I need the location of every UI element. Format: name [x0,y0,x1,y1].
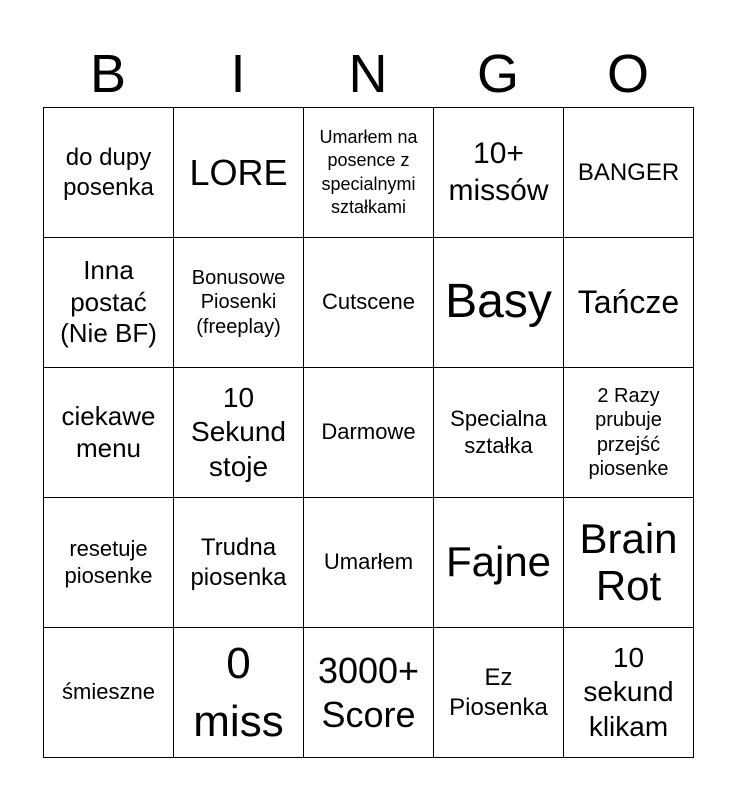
bingo-cell[interactable]: 3000+ Score [304,628,434,758]
bingo-cell[interactable]: ciekawe menu [44,368,174,498]
header-letter-i: I [230,44,246,104]
bingo-cell[interactable]: Ez Piosenka [434,628,564,758]
header-letter-b: B [89,44,127,104]
bingo-cell[interactable]: resetuje piosenke [44,498,174,628]
bingo-cell[interactable]: Cutscene [304,238,434,368]
header-letter-o: O [606,44,649,104]
bingo-cell[interactable]: Inna postać (Nie BF) [44,238,174,368]
bingo-cell[interactable]: BANGER [564,108,694,238]
bingo-cell[interactable]: 2 Razy prubuje przejść piosenke [564,368,694,498]
bingo-cell[interactable]: Fajne [434,498,564,628]
bingo-cell[interactable]: Umarłem [304,498,434,628]
header-letter-g: G [476,44,519,104]
bingo-cell[interactable]: 10 sekund klikam [564,628,694,758]
bingo-cell[interactable]: Specialna ształka [434,368,564,498]
bingo-cell[interactable]: Darmowe [304,368,434,498]
bingo-cell[interactable]: Bonusowe Piosenki (freeplay) [174,238,304,368]
bingo-cell[interactable]: Trudna piosenka [174,498,304,628]
bingo-cell[interactable]: LORE [174,108,304,238]
bingo-cell[interactable]: do dupy posenka [44,108,174,238]
bingo-cell[interactable]: 0 miss [174,628,304,758]
bingo-cell[interactable]: Tańcze [564,238,694,368]
header-letter-n: N [348,44,388,104]
bingo-board [43,107,694,758]
bingo-cell[interactable]: Umarłem na posence z specialnymi ształkami [304,108,434,238]
bingo-cell[interactable]: Basy [434,238,564,368]
bingo-cell[interactable]: śmieszne [44,628,174,758]
bingo-header [43,40,693,108]
bingo-cell[interactable]: Brain Rot [564,498,694,628]
bingo-cell[interactable]: 10 Sekund stoje [174,368,304,498]
bingo-cell[interactable]: 10+ missów [434,108,564,238]
